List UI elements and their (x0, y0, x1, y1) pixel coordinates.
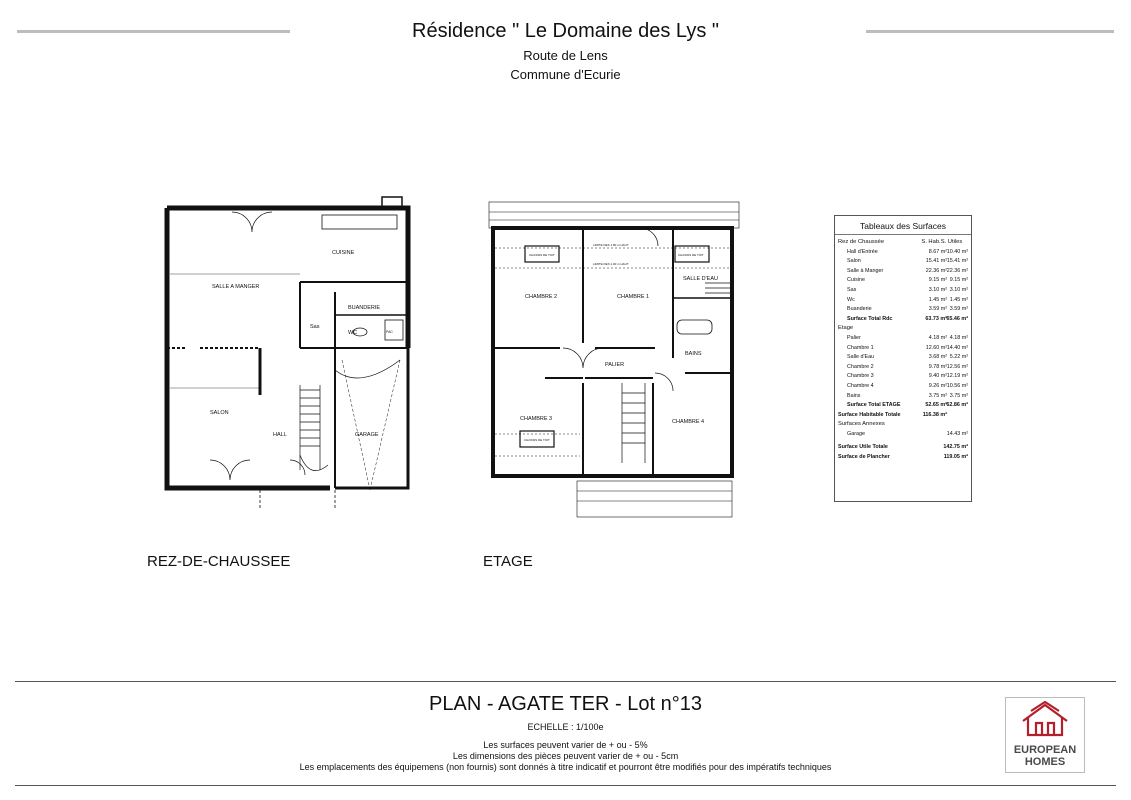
etage-header-row: Etage (838, 325, 854, 332)
rdc-header-row: Rez de Chaussée S. Hab. S. Utiles (838, 239, 963, 245)
footer-rule-bottom (15, 785, 1116, 786)
footer-rule-top (15, 681, 1116, 682)
table-row: Salon 15.41 m² 15.41 m² (847, 258, 968, 265)
table-row: Chambre 4 9.26 m² 10.56 m² (847, 382, 968, 389)
surfaces-table-title: Tableaux des Surfaces (835, 216, 971, 235)
utile-total-row: Surface Utile Totale 142.75 m² (838, 444, 968, 451)
room-chambre-4: CHAMBRE 4 (672, 419, 705, 425)
note-surfaces: Les surfaces peuvent varier de + ou - 5% (483, 740, 648, 750)
plan-title: PLAN - AGATE TER - Lot n°13 (429, 693, 702, 715)
surfaces-table (834, 215, 972, 502)
address-line: Route de Lens (523, 48, 608, 63)
table-row: Chambre 1 12.60 m² 14.40 m² (847, 344, 968, 351)
table-row: Sas 3.10 m² 3.10 m² (847, 286, 968, 293)
room-hall: HALL (273, 432, 287, 438)
table-row: Palier 4.18 m² 4.18 m² (847, 334, 968, 341)
table-row: Salle d'Eau 3.68 m² 5.22 m² (847, 354, 968, 361)
velux-label-2: CHASSIS DE TOIT (678, 253, 704, 257)
room-garage: GARAGE (355, 432, 379, 438)
table-row: Salle à Manger 22.36 m² 22.36 m² (847, 267, 968, 274)
table-row: Chambre 3 9.40 m² 12.19 m² (847, 373, 968, 380)
rdc-rows (835, 248, 971, 315)
room-salle-a-manger: SALLE A MANGER (212, 284, 260, 290)
house-logo-icon (1019, 701, 1071, 739)
note-dimensions: Les dimensions des pièces peuvent varier de + ou - 5cm (452, 751, 679, 761)
scale-label: ECHELLE : 1/100e (527, 722, 604, 732)
ground-floor-plan (160, 190, 415, 510)
note-equipements: Les emplacements des équipemens (non fournis) sont donnés à titre indicatif et pourront être modifiés pour des impératifs techniques (299, 762, 832, 772)
commune-line: Commune d'Ecurie (510, 67, 621, 82)
garage-row: Garage 14.43 m² (847, 430, 968, 437)
limit-label-2: LIMITE DES 1.00 m HAUT (593, 262, 629, 266)
table-row: Bains 3.75 m² 3.75 m² (847, 392, 968, 399)
etage-total-row: Surface Total ETAGE 52.65 m² 62.86 m² (847, 402, 968, 409)
room-chambre-3: CHAMBRE 3 (520, 416, 553, 422)
table-row: Buanderie 3.59 m² 3.59 m² (847, 306, 968, 313)
room-bains: BAINS (685, 351, 702, 357)
residence-title: Résidence " Le Domaine des Lys " (412, 20, 719, 42)
room-sas: Sas (310, 324, 320, 330)
table-row: Cuisine 9.15 m² 9.15 m² (847, 277, 968, 284)
table-row: Chambre 2 9.78 m² 12.56 m² (847, 363, 968, 370)
limit-label-1: LIMITE DES 1.80 m HAUT (593, 243, 629, 247)
logo-line-1: EUROPEAN (1013, 744, 1077, 756)
table-row: Wc 1.45 m² 1.45 m² (847, 296, 968, 303)
annexes-header-row: Surfaces Annexes (838, 421, 885, 428)
room-cuisine: CUISINE (332, 250, 355, 256)
european-homes-logo (1005, 697, 1085, 773)
upper-floor-label: ETAGE (483, 553, 533, 570)
room-buanderie: BUANDERIE (348, 305, 381, 311)
room-palier: PALIER (605, 362, 625, 368)
room-chambre-2: CHAMBRE 2 (525, 294, 558, 300)
table-row: Hall d'Entrée 8.67 m² 10.40 m² (847, 248, 968, 255)
etage-rows (835, 334, 971, 401)
habitable-total-row: Surface Habitable Totale 116.38 m² (838, 411, 947, 418)
logo-line-2: HOMES (1024, 756, 1066, 768)
room-wc: WC (348, 330, 358, 336)
ground-floor-label: REZ-DE-CHAUSSEE (147, 553, 291, 570)
room-salle-eau: SALLE D'EAU (683, 276, 718, 282)
rdc-total-row: Surface Total Rdc 63.73 m² 65.46 m² (847, 315, 968, 322)
room-chambre-1: CHAMBRE 1 (617, 294, 650, 300)
room-pac: PAC (386, 330, 393, 334)
plancher-row: Surface de Plancher 119.05 m² (838, 454, 968, 461)
velux-label-3: CHASSIS DE TOIT (524, 438, 550, 442)
room-salon: SALON (210, 410, 229, 416)
velux-label-1: CHASSIS DE TOIT (529, 253, 555, 257)
upper-floor-plan (485, 198, 745, 520)
